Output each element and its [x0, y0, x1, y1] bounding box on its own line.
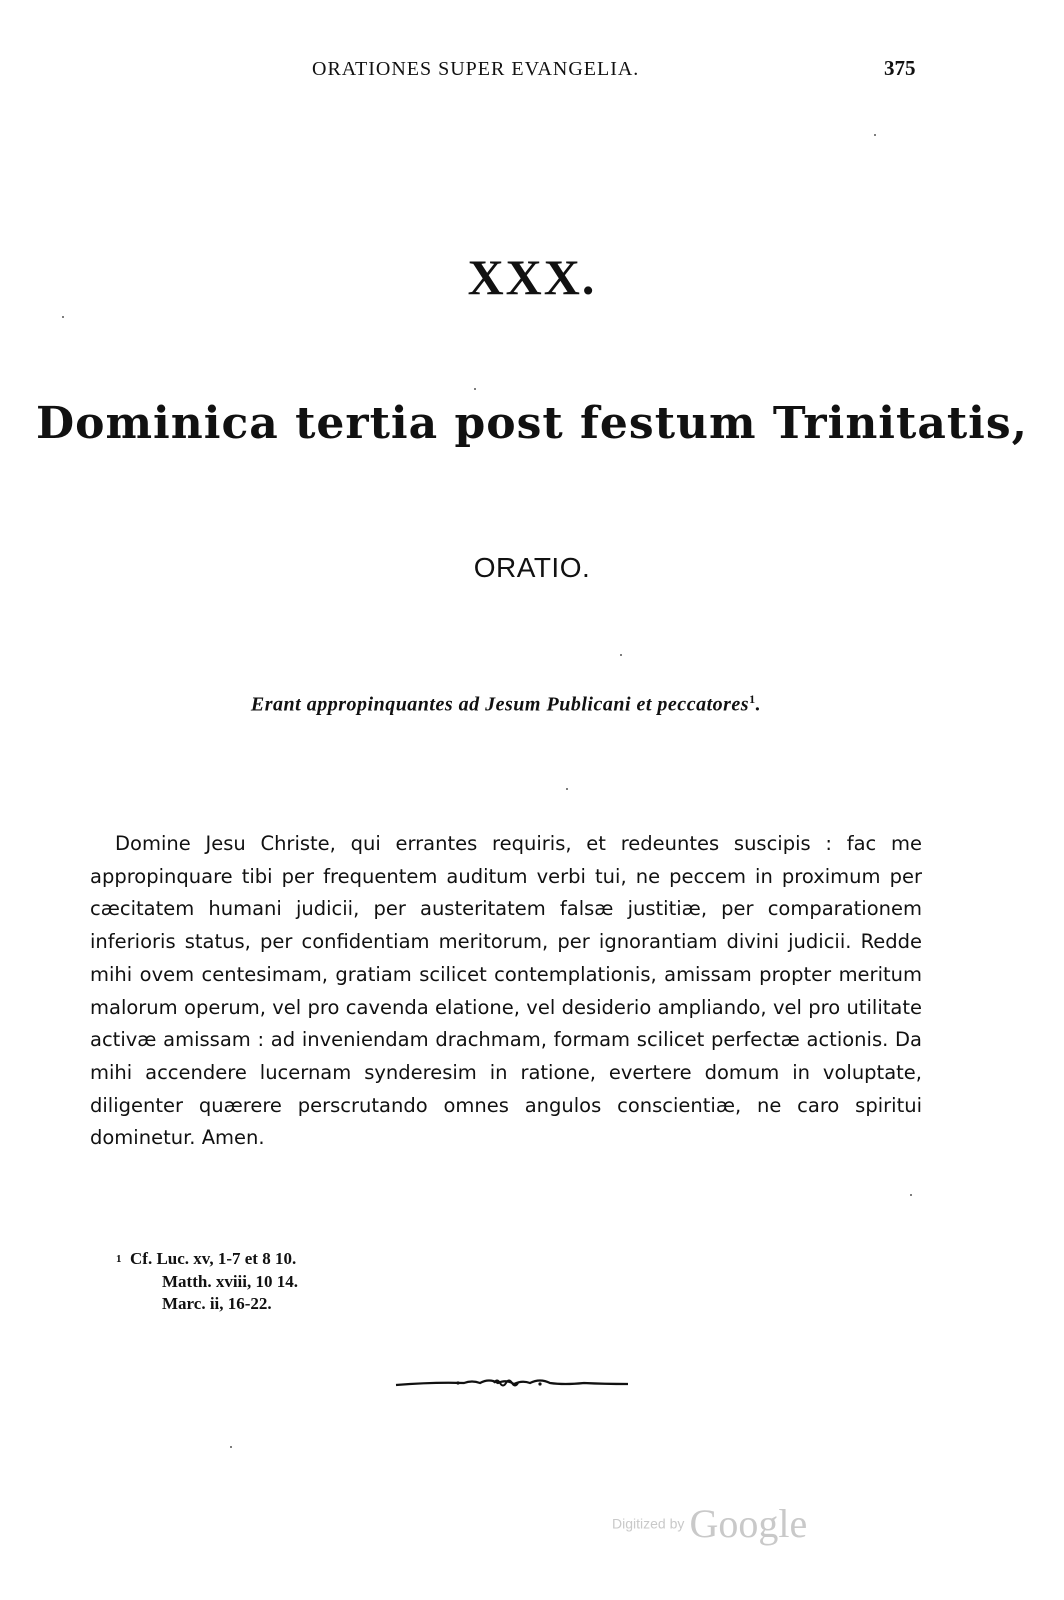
footnote-marker: 1 [116, 1253, 122, 1265]
print-speck [474, 388, 476, 390]
epigraph [0, 692, 1012, 717]
footnote [116, 1248, 298, 1316]
section-label: ORATIO. [473, 552, 591, 583]
print-speck [874, 134, 876, 136]
footnote-line: Matth. xviii, 10 14. [162, 1271, 298, 1291]
footnote-line-text: Cf. Luc. xv, 1-7 et 8 10. [130, 1249, 297, 1268]
running-title: ORATIONES SUPER EVANGELIA. [312, 58, 640, 80]
epigraph-text: Erant appropinquantes ad Jesum Publicani et peccatores [250, 693, 750, 716]
print-speck [620, 654, 622, 656]
footnote-line: Marc. ii, 16-22. [162, 1294, 272, 1313]
chapter-title: Dominica tertia post festum Trinitatis, [36, 398, 1028, 449]
google-logo: Google [689, 1501, 808, 1546]
page-number: 375 [884, 56, 916, 80]
epigraph-end: . [755, 693, 762, 716]
epigraph-note-ref: 1 [749, 692, 756, 706]
chapter-number: XXX. [467, 249, 597, 305]
print-speck [566, 788, 568, 790]
print-speck [62, 316, 64, 318]
digitized-by-watermark [612, 1500, 807, 1547]
print-speck [230, 1446, 232, 1448]
running-head [0, 58, 1064, 88]
footnote-line [116, 1248, 298, 1271]
ornament-divider [394, 1368, 630, 1396]
print-speck [910, 1194, 912, 1196]
digitized-by-label: Digitized by [612, 1515, 685, 1532]
prayer-paragraph: Domine Jesu Christe, qui errantes requiris, et redeuntes suscipis : fac me appropinquare tibi per frequentem auditum verbi tui, ne peccem in proximum per cæcitatem humani judicii, per austeritatem falsæ justitiæ, per comparationem inferioris status, per confidentiam meritorum, per ignorantiam divini judicii. Redde mihi ovem centesimam, gratiam scilicet contemplationis, amissam propter meritum malorum operum, vel pro cavenda elatione, vel desiderio ampliando, vel pro utilitate activæ amissam : ad inveniendam drachmam, formam scilicet perfectæ actionis. Da mihi accendere lucernam synderesim in ratione, evertere domum in voluptate, diligenter quærere perscrutando omnes angulos conscientiæ, ne caro spiritui dominetur. Amen. [90, 832, 922, 1150]
